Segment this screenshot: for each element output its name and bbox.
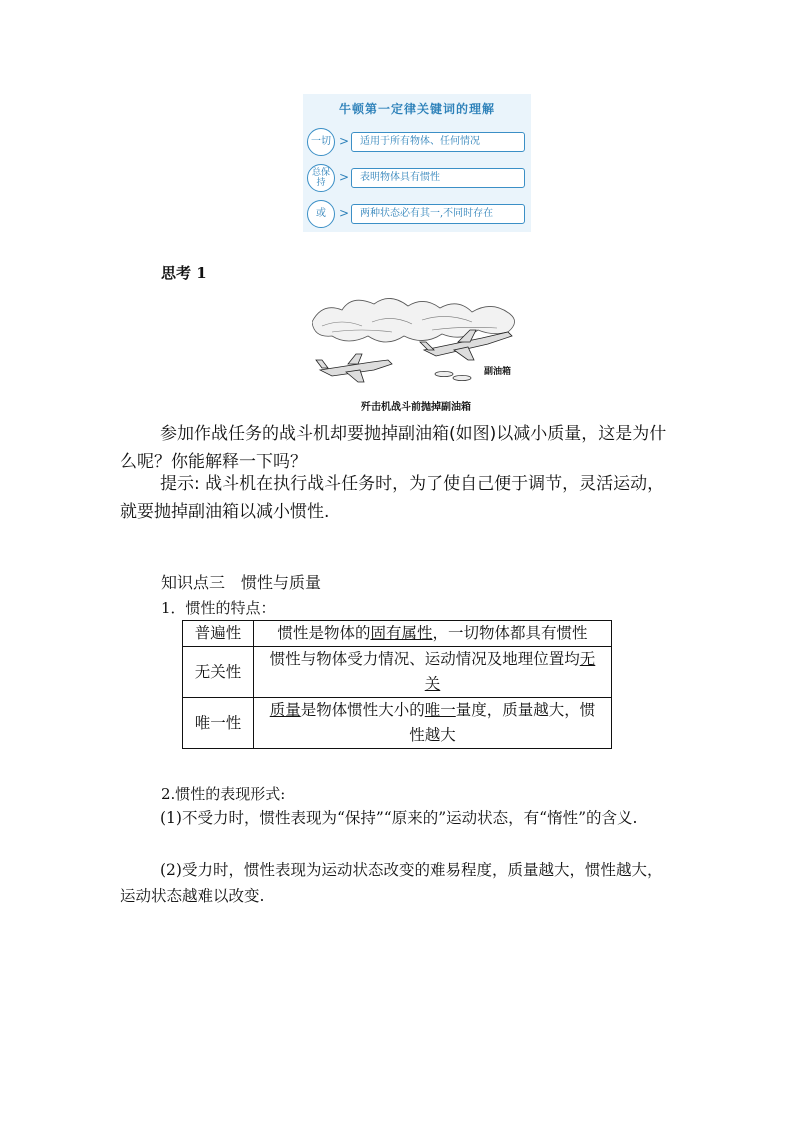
chevron-right-icon: >	[339, 134, 350, 148]
figure-caption: 歼击机战斗前抛掉副油箱	[361, 402, 471, 413]
forms-heading: 2.惯性的表现形式:	[161, 785, 286, 803]
table-row	[183, 621, 612, 647]
question-text: 参加作战任务的战斗机却要抛掉副油箱(如图)以减小质量，这是为什么呢？你能解释一下吗？	[120, 424, 667, 472]
trait-desc: 质量是物体惯性大小的唯一量度，质量越大，惯性越大	[254, 698, 612, 749]
chevron-right-icon: >	[339, 206, 350, 220]
concept-title: 牛顿第一定律关键词的理解	[338, 102, 495, 116]
concept-row	[307, 200, 529, 228]
trait-name: 普遍性	[183, 621, 254, 647]
concept-row	[307, 164, 529, 192]
figure-label: 副油箱	[484, 367, 512, 377]
concept-key: 或	[307, 200, 335, 228]
concept-key: 一切	[307, 128, 335, 156]
trait-name: 唯一性	[183, 698, 254, 749]
trait-desc: 惯性与物体受力情况、运动情况及地理位置均无关	[254, 647, 612, 698]
trait-desc: 惯性是物体的固有属性，一切物体都具有惯性	[254, 621, 612, 647]
concept-row	[307, 128, 529, 156]
chevron-right-icon: >	[339, 170, 350, 184]
traits-heading: 1．惯性的特点：	[161, 599, 276, 617]
forms-p1: (1)不受力时，惯性表现为“保持”“原来的”运动状态，有“惰性”的含义.	[160, 809, 638, 827]
table-row	[183, 698, 612, 749]
concept-diagram	[303, 94, 531, 232]
concept-key: 总保持	[307, 164, 335, 192]
think-heading: 思考 1	[161, 264, 207, 282]
table-row	[183, 647, 612, 698]
forms-p2: (2)受力时，惯性表现为运动状态改变的难易程度，质量越大，惯性越大，运动状态越难以改变.	[120, 861, 663, 905]
hint-text: 提示: 战斗机在执行战斗任务时，为了使自己便于调节，灵活运动，就要抛掉副油箱以减小惯性.	[120, 474, 665, 522]
fighter-jet-illustration	[312, 292, 520, 392]
trait-name: 无关性	[183, 647, 254, 698]
concept-text: 表明物体具有惯性	[351, 168, 525, 188]
section-title: 知识点三 惯性与质量	[161, 573, 322, 592]
concept-text: 两种状态必有其一,不同时存在	[351, 204, 525, 224]
concept-text: 适用于所有物体、任何情况	[351, 132, 525, 152]
inertia-traits-table	[182, 620, 612, 749]
